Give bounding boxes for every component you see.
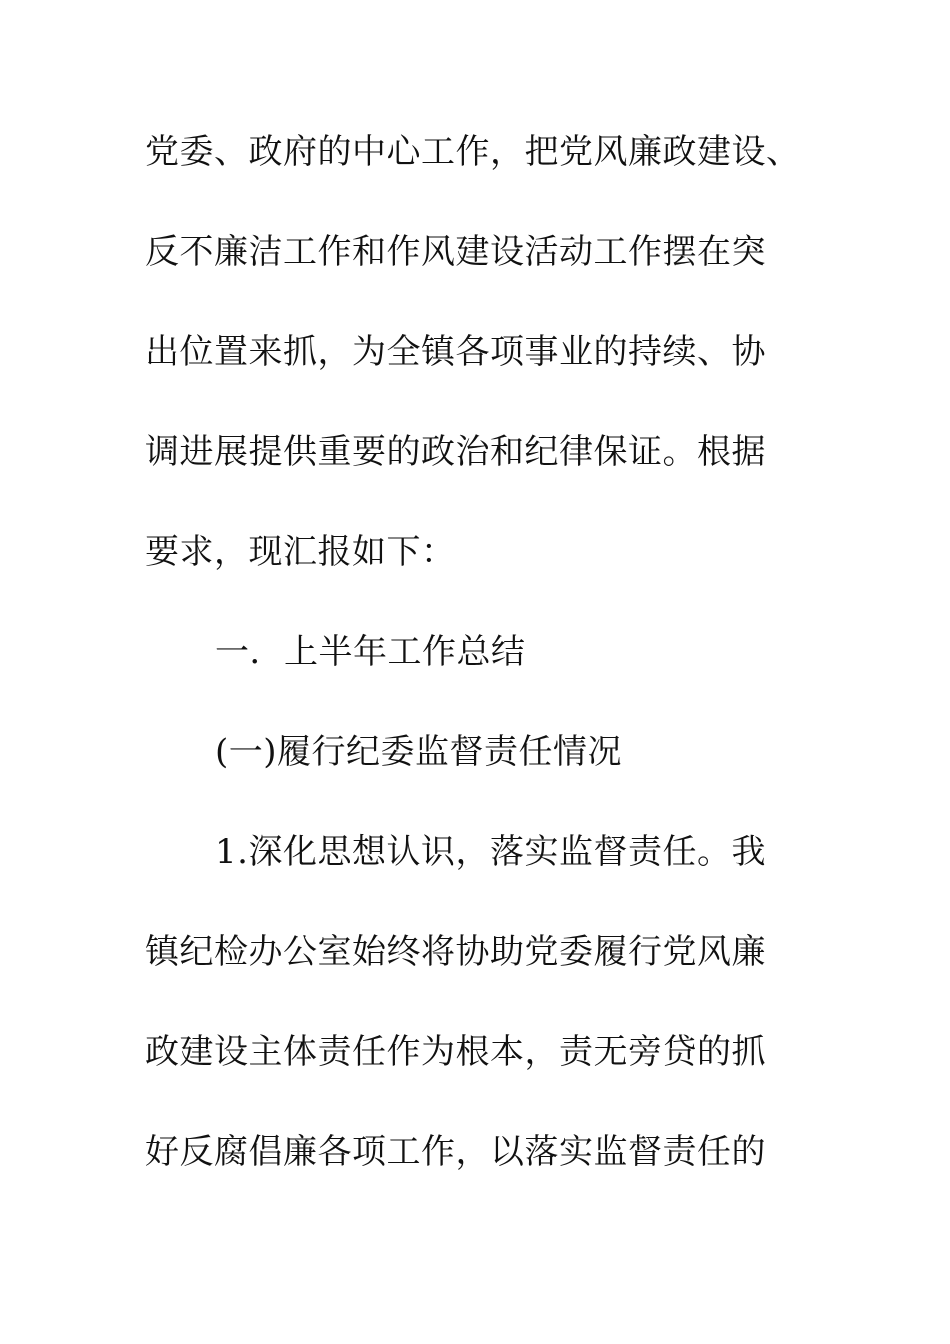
body-text-line: 政建设主体责任作为根本，责无旁贷的抓 xyxy=(145,1032,766,1072)
body-text-line: 调进展提供重要的政治和纪律保证。根据 xyxy=(145,432,766,472)
body-text-line: 反不廉洁工作和作风建设活动工作摆在突 xyxy=(145,232,766,272)
section-heading: 一．上半年工作总结 xyxy=(215,632,526,672)
body-text-line: 要求，现汇报如下： xyxy=(145,532,456,572)
body-text-line: 镇纪检办公室始终将协助党委履行党风廉 xyxy=(145,932,766,972)
subsection-heading: (一)履行纪委监督责任情况 xyxy=(215,732,623,772)
paragraph-first-line: 1.深化思想认识，落实监督责任。我 xyxy=(215,832,766,872)
body-text-line: 党委、政府的中心工作，把党风廉政建设、 xyxy=(145,132,801,172)
body-text-line: 好反腐倡廉各项工作，以落实监督责任的 xyxy=(145,1132,766,1172)
body-text-line: 出位置来抓，为全镇各项事业的持续、协 xyxy=(145,332,766,372)
